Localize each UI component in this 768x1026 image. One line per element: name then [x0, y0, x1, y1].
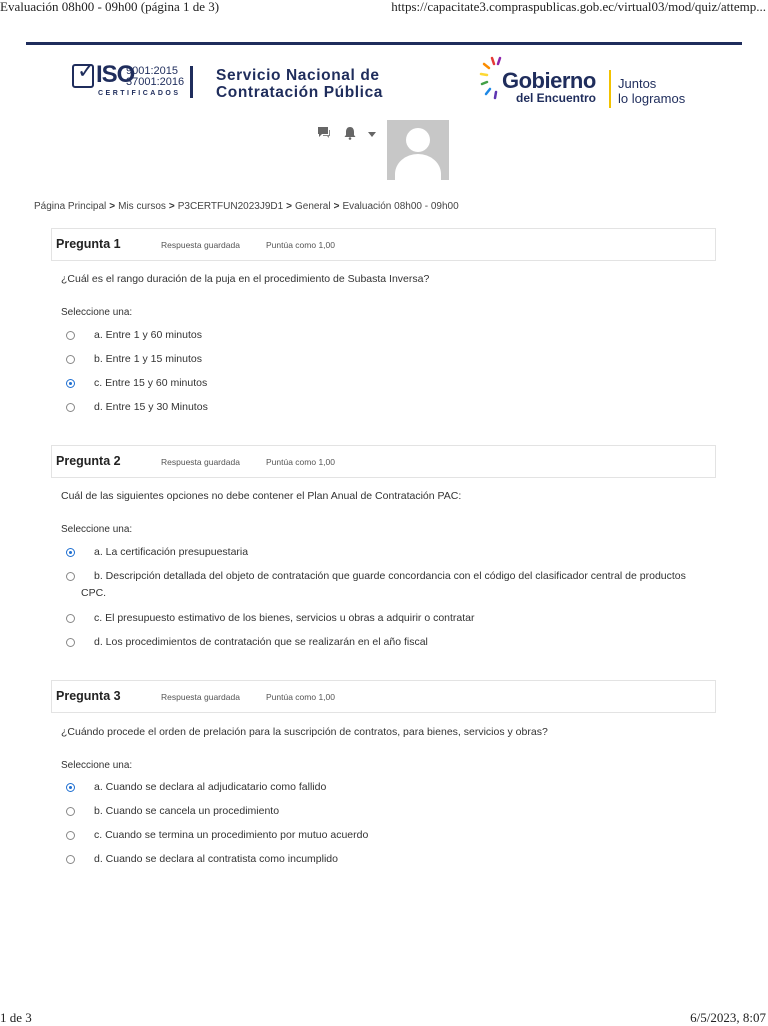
- option-label[interactable]: c. Cuando se termina un procedimiento por mutuo acuerdo: [94, 829, 369, 841]
- iso-number-2: 37001:2016: [126, 76, 185, 88]
- radio-button-selected[interactable]: [66, 379, 75, 388]
- question-state: Respuesta guardada: [161, 240, 240, 250]
- breadcrumb-course[interactable]: P3CERTFUN2023J9D1: [177, 201, 284, 212]
- option-label[interactable]: b. Entre 1 y 15 minutos: [94, 353, 202, 365]
- chat-icon[interactable]: [316, 126, 332, 142]
- iso-checkbox-icon: ✓: [72, 64, 94, 88]
- question-number: Pregunta 3: [56, 689, 121, 703]
- question-state: Respuesta guardada: [161, 692, 240, 702]
- breadcrumb: [34, 201, 459, 212]
- radio-button[interactable]: [66, 355, 75, 364]
- radio-button[interactable]: [66, 638, 75, 647]
- question-number: Pregunta 1: [56, 237, 121, 251]
- tagline-line-2: lo logramos: [618, 91, 686, 106]
- option-label[interactable]: d. Entre 15 y 30 Minutos: [94, 401, 208, 413]
- avatar-body-shape: [395, 154, 441, 180]
- option-label[interactable]: c. El presupuesto estimativo de los bienes, servicios u obras a adquirir o contratar: [94, 612, 475, 624]
- option-label[interactable]: c. Entre 15 y 60 minutos: [94, 377, 208, 389]
- question-3-prompt: Seleccione una:: [61, 760, 133, 771]
- question-3-text: ¿Cuándo procede el orden de prelación para la suscripción de contratos, para bienes, servicios y obras?: [61, 726, 548, 738]
- question-1-header: [51, 228, 716, 261]
- question-grade: Puntúa como 1,00: [266, 692, 335, 702]
- print-footer-date: 6/5/2023, 8:07: [690, 1010, 766, 1025]
- question-state: Respuesta guardada: [161, 457, 240, 467]
- header-rule: [26, 42, 742, 45]
- avatar[interactable]: [387, 120, 449, 180]
- gobierno-divider: [609, 70, 611, 108]
- question-grade: Puntúa como 1,00: [266, 240, 335, 250]
- gobierno-logo: [478, 52, 708, 112]
- option-label[interactable]: b. Cuando se cancela un procedimiento: [94, 805, 280, 817]
- iso-word: ISO: [96, 61, 135, 88]
- radio-button[interactable]: [66, 403, 75, 412]
- radio-button[interactable]: [66, 855, 75, 864]
- print-footer-page: 1 de 3: [0, 1010, 32, 1025]
- radio-button[interactable]: [66, 331, 75, 340]
- caret-down-icon[interactable]: [364, 126, 380, 142]
- option-label[interactable]: a. La certificación presupuestaria: [94, 546, 249, 558]
- radio-button-selected[interactable]: [66, 548, 75, 557]
- sercop-line-1: Servicio Nacional de: [216, 67, 380, 84]
- question-2-option-b[interactable]: [66, 568, 706, 602]
- radio-button-selected[interactable]: [66, 783, 75, 792]
- chevron-right-icon: >: [333, 201, 340, 212]
- tagline-line-1: Juntos: [618, 76, 657, 91]
- print-header-title: Evaluación 08h00 - 09h00 (página 1 de 3): [0, 0, 220, 14]
- gobierno-subtitle: del Encuentro: [516, 91, 597, 105]
- chevron-right-icon: >: [109, 201, 116, 212]
- question-2-text: Cuál de las siguientes opciones no debe contener el Plan Anual de Contratación PAC:: [61, 490, 462, 502]
- question-grade: Puntúa como 1,00: [266, 457, 335, 467]
- question-2-header: [51, 445, 716, 478]
- sercop-logo-text: [216, 67, 383, 101]
- question-2-prompt: Seleccione una:: [61, 524, 133, 535]
- question-number: Pregunta 2: [56, 454, 121, 468]
- radio-button[interactable]: [66, 614, 75, 623]
- iso-numbers: [126, 66, 184, 88]
- breadcrumb-section[interactable]: General: [295, 201, 331, 212]
- radio-button[interactable]: [66, 831, 75, 840]
- option-label[interactable]: a. Cuando se declara al adjudicatario como fallido: [94, 781, 327, 793]
- gobierno-word: Gobierno: [502, 68, 596, 93]
- chevron-right-icon: >: [286, 201, 293, 212]
- logo-divider: [190, 66, 193, 98]
- radio-button[interactable]: [66, 807, 75, 816]
- option-label[interactable]: d. Cuando se declara al contratista como incumplido: [94, 853, 338, 865]
- bell-icon[interactable]: [342, 126, 358, 142]
- breadcrumb-my-courses[interactable]: Mis cursos: [118, 201, 166, 212]
- radio-button[interactable]: [66, 572, 75, 581]
- iso-certification-logo: [72, 58, 185, 100]
- option-label[interactable]: a. Entre 1 y 60 minutos: [94, 329, 202, 341]
- iso-number-1: 9001:2015: [126, 65, 178, 77]
- breadcrumb-quiz[interactable]: Evaluación 08h00 - 09h00: [342, 201, 459, 212]
- question-1-prompt: Seleccione una:: [61, 307, 133, 318]
- breadcrumb-home[interactable]: Página Principal: [34, 201, 107, 212]
- print-header-url: https://capacitate3.compraspublicas.gob.ec/virtual03/mod/quiz/attemp...: [391, 0, 766, 14]
- option-label[interactable]: d. Los procedimientos de contratación que se realizarán en el año fiscal: [94, 636, 428, 648]
- avatar-head-shape: [406, 128, 430, 152]
- option-label[interactable]: b. Descripción detallada del objeto de contratación que guarde concordancia con el código del clasificador central de productos CPC.: [81, 570, 686, 599]
- iso-certified-label: CERTIFICADOS: [98, 90, 181, 97]
- question-3-header: [51, 680, 716, 713]
- sercop-line-2: Contratación Pública: [216, 84, 384, 101]
- question-1-text: ¿Cuál es el rango duración de la puja en el procedimiento de Subasta Inversa?: [61, 273, 430, 285]
- gobierno-tagline: [618, 76, 685, 106]
- chevron-right-icon: >: [168, 201, 175, 212]
